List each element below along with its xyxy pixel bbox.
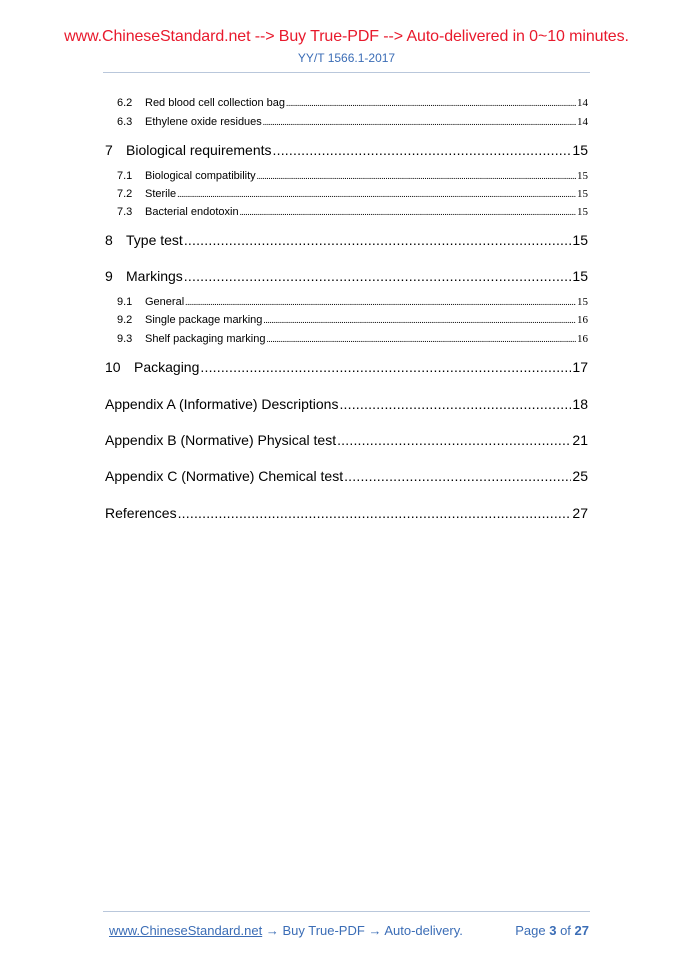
- toc-page: 15: [572, 268, 588, 284]
- toc-number: 6.3: [117, 116, 133, 128]
- page-total: 27: [574, 923, 589, 938]
- toc-number: 7.1: [117, 170, 133, 182]
- toc-entry-references[interactable]: [105, 505, 588, 521]
- page-number: 3: [549, 923, 557, 938]
- toc-number: 6.2: [117, 97, 133, 109]
- toc-title: Appendix B (Normative) Physical test: [105, 432, 337, 448]
- toc-leader: [184, 268, 572, 284]
- toc-number: 10: [105, 359, 121, 375]
- page-indicator: [515, 923, 589, 938]
- toc-title: Markings: [126, 268, 183, 284]
- toc-leader: [177, 189, 576, 199]
- toc-page: 15: [577, 206, 588, 218]
- toc-number: 7.3: [117, 206, 133, 218]
- footer-site-link[interactable]: www.ChineseStandard.net: [109, 923, 263, 938]
- toc-leader: [286, 98, 576, 108]
- toc-number: 9: [105, 268, 113, 284]
- toc-entry-appendix-a[interactable]: [105, 396, 588, 412]
- toc-page: 16: [577, 333, 588, 345]
- toc-leader: [257, 171, 576, 181]
- toc-title: Sterile: [145, 188, 177, 200]
- toc-leader: [263, 117, 576, 127]
- toc-entry-9-3[interactable]: [117, 333, 588, 345]
- toc-entry-8[interactable]: [105, 232, 588, 248]
- toc-entry-9-1[interactable]: [117, 296, 588, 308]
- toc-number: 9.2: [117, 314, 133, 326]
- footer-rule: [103, 911, 590, 912]
- toc-title: Red blood cell collection bag: [145, 97, 286, 109]
- toc-page: 18: [572, 396, 588, 412]
- toc-number: 7: [105, 142, 113, 158]
- toc-page: 25: [572, 468, 588, 484]
- toc-page: 17: [572, 359, 588, 375]
- toc-title: Single package marking: [145, 314, 263, 326]
- toc-page: 21: [572, 432, 588, 448]
- footer-delivery-text: Auto-delivery.: [384, 923, 463, 938]
- toc-leader: [273, 142, 572, 158]
- toc-entry-6-2[interactable]: [117, 97, 588, 109]
- toc-number: 8: [105, 232, 113, 248]
- toc-number: 9.3: [117, 333, 133, 345]
- toc-page: 14: [577, 97, 588, 109]
- toc-leader: [344, 468, 571, 484]
- toc-page: 15: [572, 142, 588, 158]
- header-rule: [103, 72, 590, 73]
- toc-page: 15: [572, 232, 588, 248]
- toc-title: General: [145, 296, 185, 308]
- footer-buy-text: Buy True-PDF: [282, 923, 365, 938]
- toc-number: 7.2: [117, 188, 133, 200]
- toc-number: 9.1: [117, 296, 133, 308]
- toc-title: Appendix A (Informative) Descriptions: [105, 396, 339, 412]
- toc-title: Type test: [126, 232, 183, 248]
- toc-page: 14: [577, 116, 588, 128]
- toc-page: 15: [577, 188, 588, 200]
- toc-title: Bacterial endotoxin: [145, 206, 239, 218]
- toc-entry-6-3[interactable]: [117, 116, 588, 128]
- toc-title: Packaging: [134, 359, 200, 375]
- toc-entry-9[interactable]: [105, 268, 588, 284]
- site-banner[interactable]: www.ChineseStandard.net --> Buy True-PDF --> Auto-delivered in 0~10 minutes.: [64, 28, 629, 45]
- page-label: Page: [515, 923, 546, 938]
- arrow-right-icon: →: [368, 923, 382, 938]
- toc-page: 15: [577, 170, 588, 182]
- toc-title: Biological compatibility: [145, 170, 256, 182]
- toc-entry-10[interactable]: [105, 359, 588, 375]
- toc-page: 15: [577, 296, 588, 308]
- toc-entry-7-2[interactable]: [117, 188, 588, 200]
- toc-leader: [337, 432, 571, 448]
- toc-leader: [263, 315, 576, 325]
- toc-entry-appendix-b[interactable]: [105, 432, 588, 448]
- page-footer: [109, 923, 589, 938]
- toc-entry-9-2[interactable]: [117, 314, 588, 326]
- toc-entry-7-1[interactable]: [117, 170, 588, 182]
- document-id: YY/T 1566.1-2017: [297, 51, 396, 65]
- toc-page: 16: [577, 314, 588, 326]
- toc-title: Biological requirements: [126, 142, 272, 158]
- toc-entry-7[interactable]: [105, 142, 588, 158]
- toc-leader: [185, 297, 576, 307]
- of-label: of: [560, 923, 571, 938]
- toc-title: Shelf packaging marking: [145, 333, 266, 345]
- toc-leader: [240, 207, 576, 217]
- toc-leader: [339, 396, 571, 412]
- toc-title: Appendix C (Normative) Chemical test: [105, 468, 344, 484]
- toc-entry-7-3[interactable]: [117, 206, 588, 218]
- toc-leader: [266, 334, 576, 344]
- toc-leader: [178, 505, 572, 521]
- toc-entry-appendix-c[interactable]: [105, 468, 588, 484]
- arrow-right-icon: →: [265, 923, 279, 938]
- toc-leader: [200, 359, 571, 375]
- footer-promo: [109, 923, 463, 938]
- toc-title: Ethylene oxide residues: [145, 116, 262, 128]
- toc-page: 27: [572, 505, 588, 521]
- toc-title: References: [105, 505, 177, 521]
- toc-leader: [184, 232, 572, 248]
